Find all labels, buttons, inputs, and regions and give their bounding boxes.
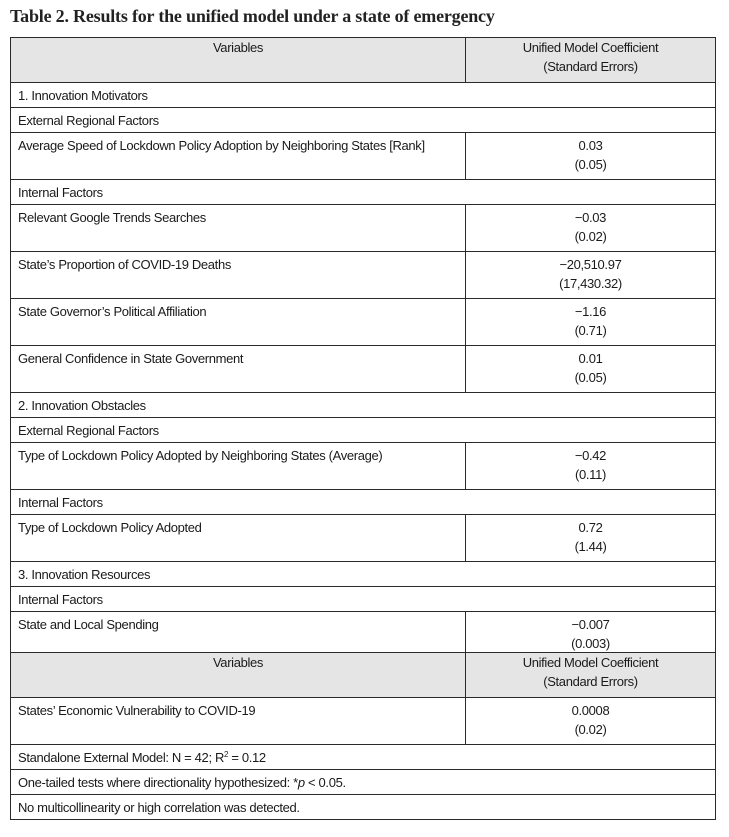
table-header-row [11,38,716,83]
table-row [11,515,716,562]
note-row-significance [11,770,716,795]
table-header-row [11,653,716,698]
results-table-main [10,37,716,659]
subsection-row-internal [11,180,716,205]
subsection-label: External Regional Factors [11,108,716,133]
collinearity-note: No multicollinearity or high correlation was detected. [11,795,716,820]
table-row [11,205,716,252]
subsection-row-external-regional [11,108,716,133]
header-coef-line2: (Standard Errors) [543,59,638,74]
standard-error: (0.02) [574,229,607,244]
header-coefficient [466,38,716,83]
coefficient-cell [466,698,716,745]
section-row-innovation-resources [11,562,716,587]
section-label: 2. Innovation Obstacles [11,393,716,418]
section-label: 3. Innovation Resources [11,562,716,587]
coefficient-cell [466,515,716,562]
results-table-external [10,652,716,820]
coefficient-cell [466,205,716,252]
subsection-label: External Regional Factors [11,418,716,443]
header-coefficient [466,653,716,698]
table-row [11,698,716,745]
significance-note [11,770,716,795]
table-row [11,299,716,346]
coefficient-value: 0.03 [578,138,603,153]
model-stats-suffix: = 0.12 [228,749,266,765]
subsection-row-internal [11,587,716,612]
variable-label: State and Local Spending [11,612,466,659]
coefficient-cell [466,346,716,393]
coefficient-value: 0.01 [578,351,603,366]
model-stats-prefix: Standalone External Model: N = 42; R [18,749,225,765]
header-variables: Variables [11,38,466,83]
significance-suffix: < 0.05. [304,774,346,790]
standard-error: (0.05) [574,157,607,172]
variable-label: States’ Economic Vulnerability to COVID-19 [11,698,466,745]
subsection-row-internal [11,490,716,515]
standard-error: (0.05) [574,370,607,385]
coefficient-value: −20,510.97 [559,257,622,272]
table-caption: Table 2. Results for the unified model under a state of emergency [10,6,495,26]
coefficient-value: 0.0008 [571,703,610,718]
standard-error: (17,430.32) [559,276,622,291]
standard-error: (0.71) [574,323,607,338]
variable-label: Average Speed of Lockdown Policy Adoption by Neighboring States [Rank] [11,133,466,180]
subsection-row-external-regional [11,418,716,443]
header-coef-line2: (Standard Errors) [543,674,638,689]
coefficient-cell [466,133,716,180]
model-stats-note [11,745,716,770]
section-row-innovation-obstacles [11,393,716,418]
coefficient-value: −0.007 [571,617,610,632]
standard-error: (1.44) [574,539,607,554]
variable-label: Type of Lockdown Policy Adopted by Neighboring States (Average) [11,443,466,490]
table-row [11,252,716,299]
variable-label: Type of Lockdown Policy Adopted [11,515,466,562]
coefficient-cell [466,252,716,299]
standard-error: (0.02) [574,722,607,737]
coefficient-cell [466,299,716,346]
coefficient-value: −0.03 [574,210,607,225]
subsection-label: Internal Factors [11,490,716,515]
standard-error: (0.003) [571,636,610,651]
section-row-innovation-motivators [11,83,716,108]
r-squared-superscript: 2 [224,749,229,759]
variable-label: Relevant Google Trends Searches [11,205,466,252]
header-coef-line1: Unified Model Coefficient [522,40,659,55]
variable-label: State’s Proportion of COVID-19 Deaths [11,252,466,299]
table-row [11,443,716,490]
section-label: 1. Innovation Motivators [11,83,716,108]
standard-error: (0.11) [575,467,606,482]
p-symbol: p [297,774,305,790]
header-coef-line1: Unified Model Coefficient [522,655,659,670]
coefficient-cell [466,443,716,490]
variable-label: General Confidence in State Government [11,346,466,393]
coefficient-value: −1.16 [574,304,607,319]
significance-prefix: One-tailed tests where directionality hypothesized: * [18,774,298,790]
table-row [11,346,716,393]
table-row [11,133,716,180]
note-row-model-stats [11,745,716,770]
subsection-label: Internal Factors [11,180,716,205]
note-row-collinearity [11,795,716,820]
coefficient-value: 0.72 [578,520,603,535]
coefficient-value: −0.42 [574,448,607,463]
variable-label: State Governor’s Political Affiliation [11,299,466,346]
header-variables: Variables [11,653,466,698]
subsection-label: Internal Factors [11,587,716,612]
